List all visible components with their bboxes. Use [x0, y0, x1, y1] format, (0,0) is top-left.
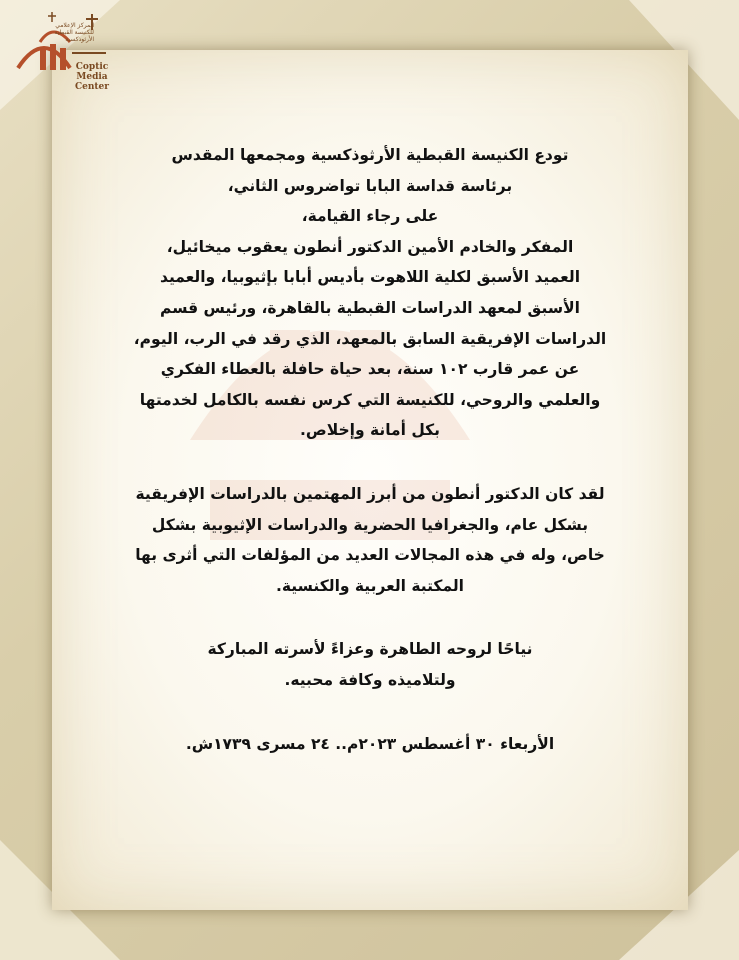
- paragraph-condolence: [70, 634, 670, 695]
- text-line: نياحًا لروحه الطاهرة وعزاءً لأسرته المباركة: [207, 640, 533, 659]
- text-line: الأسبق لمعهد الدراسات القبطية بالقاهرة، ورئيس قسم: [160, 298, 580, 317]
- spacer: [70, 601, 670, 634]
- date-line: الأربعاء ٣٠ أغسطس ٢٠٢٣م.. ٢٤ مسرى ١٧٣٩ش.: [185, 734, 555, 753]
- obituary-text: [70, 140, 670, 759]
- logo-line-1: Coptic: [75, 62, 109, 72]
- text-line: المكتبة العربية والكنسية.: [276, 576, 464, 595]
- text-line: برئاسة قداسة البابا تواضروس الثاني،: [227, 176, 513, 195]
- logo-line-2: Media: [76, 72, 108, 82]
- logo-arabic-text: المركز الإعلامي للكنيسة القبطية الأرثوذكسية: [54, 22, 94, 43]
- coptic-media-center-logo: [10, 8, 118, 104]
- text-line: بكل أمانة وإخلاص.: [299, 421, 441, 440]
- paragraph-biography: [70, 479, 670, 601]
- spacer: [70, 696, 670, 729]
- text-line: العميد الأسبق لكلية اللاهوت بأديس أبابا بإثيوبيا، والعميد: [159, 268, 581, 287]
- text-line: ولتلاميذه وكافة محبيه.: [284, 670, 456, 689]
- text-line: والعلمي والروحي، للكنيسة التي كرس نفسه بالكامل لخدمتها: [139, 390, 601, 409]
- paragraph-announcement: [70, 140, 670, 446]
- logo-english-text: [52, 62, 132, 92]
- logo-line-3: Center: [74, 82, 110, 92]
- text-line: تودع الكنيسة القبطية الأرثوذكسية ومجمعها المقدس: [171, 146, 569, 164]
- text-line: خاص، وله في هذه المجالات العديد من المؤلفات التي أثرى بها: [135, 546, 605, 565]
- text-line: على رجاء القيامة،: [301, 207, 439, 226]
- text-line: عن عمر قارب ١٠٢ سنة، بعد حياة حافلة بالعطاء الفكري: [160, 360, 580, 379]
- text-line: المفكر والخادم الأمين الدكتور أنطون يعقوب ميخائيل،: [166, 237, 574, 256]
- spacer: [70, 446, 670, 479]
- text-line: بشكل عام، والجغرافيا الحضرية والدراسات الإثيوبية بشكل: [151, 515, 589, 534]
- text-line: لقد كان الدكتور أنطون من أبرز المهتمين بالدراسات الإفريقية: [135, 484, 605, 503]
- text-line: الدراسات الإفريقية السابق بالمعهد، الذي رقد في الرب، اليوم،: [133, 329, 607, 348]
